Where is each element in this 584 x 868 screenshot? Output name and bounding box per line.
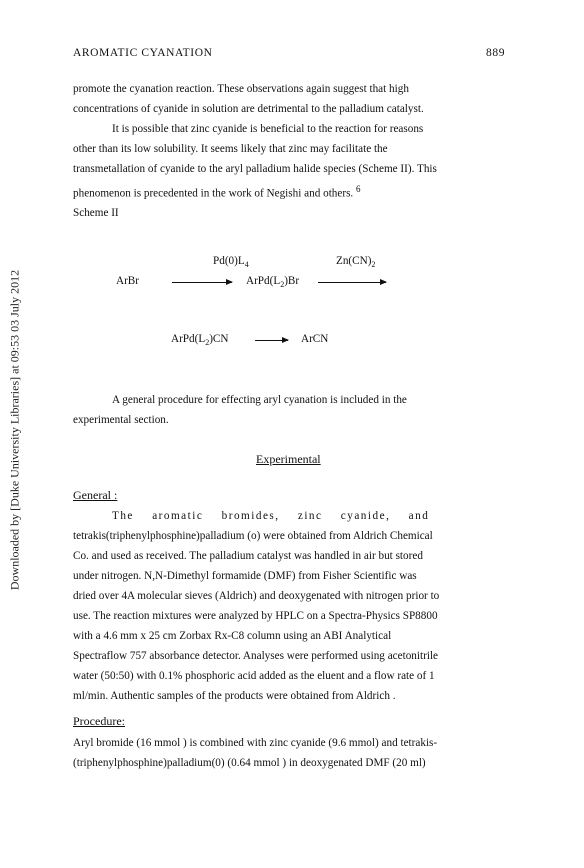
reagent-text: Zn(CN): [336, 255, 372, 267]
text-line: concentrations of cyanide in solution are detrimental to the palladium catalyst.: [73, 103, 424, 115]
text-line: dried over 4A molecular sieves (Aldrich) and deoxygenated with nitrogen prior to: [73, 590, 440, 602]
intro-paragraph-1: [73, 79, 505, 119]
experimental-heading: Experimental: [256, 452, 321, 466]
procedure-heading: Procedure:: [73, 714, 125, 728]
scheme-label: Scheme II: [73, 207, 119, 219]
text-line: ml/min. Authentic samples of the products were obtained from Aldrich .: [73, 690, 396, 702]
intermediate-cyanide: [171, 333, 228, 347]
reagent-zinc-cyanide: [336, 255, 375, 269]
text-line: under nitrogen. N,N-Dimethyl formamide (DMF) from Fisher Scientific was: [73, 570, 417, 582]
subscript: 2: [371, 260, 376, 270]
formula-part: ArPd(L: [171, 333, 206, 345]
general-paragraph: [73, 506, 505, 706]
subscript: 2: [280, 280, 285, 290]
text-line: Co. and used as received. The palladium catalyst was handled in air but stored: [73, 550, 423, 562]
text-line: (triphenylphosphine)palladium(0) (0.64 mmol ) in deoxygenated DMF (20 ml): [73, 757, 426, 769]
procedure-paragraph: [73, 733, 505, 773]
text-line: tetrakis(triphenylphosphine)palladium (o) were obtained from Aldrich Chemical: [73, 530, 433, 542]
intermediate-bromide: [246, 275, 299, 289]
text-line: promote the cyanation reaction. These observations again suggest that high: [73, 83, 409, 95]
running-title: AROMATIC CYANATION: [73, 47, 213, 59]
text-line: use. The reaction mixtures were analyzed by HPLC on a Spectra-Physics SP8800: [73, 610, 438, 622]
intro-paragraph-2: [73, 119, 505, 204]
formula-part: )CN: [209, 333, 229, 345]
text-line: water (50:50) with 0.1% phosphoric acid added as the eluent and a flow rate of 1: [73, 670, 435, 682]
download-watermark: [0, 0, 30, 868]
reference-superscript: 6: [356, 184, 361, 194]
product: ArCN: [301, 333, 329, 345]
text-fragment: phenomenon is precedented in the work of Negishi and others.: [73, 187, 357, 200]
start-material: ArBr: [116, 275, 139, 287]
formula-part: )Br: [284, 275, 300, 287]
text-line: The aromatic bromides, zinc cyanide, and: [112, 510, 430, 522]
text-line: [73, 179, 505, 204]
text-line: other than its low solubility. It seems likely that zinc may facilitate the: [73, 143, 388, 155]
text-line: It is possible that zinc cyanide is beneficial to the reaction for reasons: [112, 123, 424, 135]
reagent-pd-catalyst: [213, 255, 249, 269]
reagent-text: Pd(0)L: [213, 255, 245, 267]
general-heading: General :: [73, 488, 118, 502]
download-note: Downloaded by [Duke University Libraries] at 09:53 03 July 2012: [7, 269, 22, 591]
reaction-arrow: [255, 340, 288, 341]
reaction-arrow: [318, 282, 386, 283]
text-line: experimental section.: [73, 414, 169, 426]
text-line: with a 4.6 mm x 25 cm Zorbax Rx-C8 column using an ABI Analytical: [73, 630, 392, 642]
text-line: Aryl bromide (16 mmol ) is combined with zinc cyanide (9.6 mmol) and tetrakis-: [73, 737, 438, 749]
formula-part: ArPd(L: [246, 275, 281, 287]
text-line: transmetallation of cyanide to the aryl palladium halide species (Scheme II). This: [73, 163, 437, 175]
text-line: Spectraflow 757 absorbance detector. Analyses were performed using acetonitrile: [73, 650, 439, 662]
general-note: [73, 390, 505, 430]
subscript: 4: [244, 260, 249, 270]
subscript: 2: [205, 338, 210, 348]
text-line: A general procedure for effecting aryl cyanation is included in the: [112, 394, 407, 406]
page-number: 889: [486, 47, 506, 59]
reaction-arrow: [172, 282, 232, 283]
